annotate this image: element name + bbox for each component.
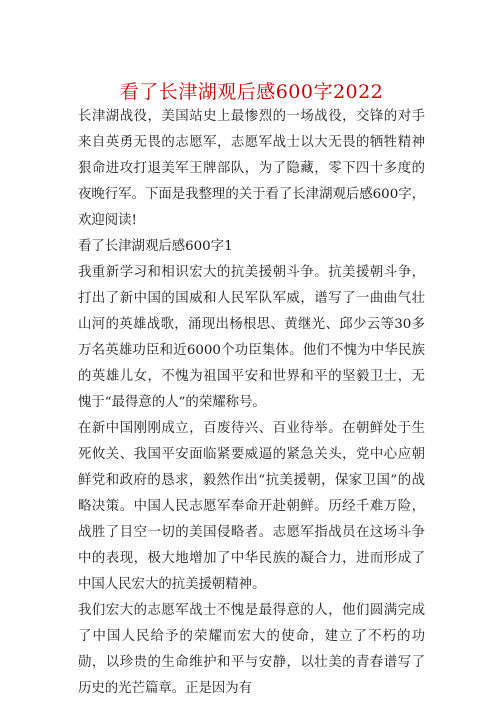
intro-paragraph: 长津湖战役，美国站史上最惨烈的一场战役，交锋的对手来自英勇无畏的志愿军，志愿军战士以大无畏的牺牲精神狠命进攻打退美军王牌部队，为了隐藏，零下四十多度的夜晚行军。下面是我整理的关于看了长津湖观后感600字，欢迎阅读! <box>78 109 425 228</box>
body-paragraph-3: 我们宏大的志愿军战士不愧是最得意的人，他们圆满完成了中国人民给予的荣耀而宏大的使命，建立了不朽的功勋，以珍贵的生命维护和平与安静，以壮美的青春谱写了历史的光芒篇章。正是因为有 <box>78 603 425 696</box>
document-title: 看了长津湖观后感600字2022 <box>119 81 384 103</box>
section-body <box>78 260 425 702</box>
body-paragraph-1: 我重新学习和相识宏大的抗美援朝斗争。抗美援朝斗争，打出了新中国的国威和人民军队军威，谱写了一曲曲气壮山河的英雄战歌，涌现出杨根思、黄继光、邱少云等30多万名英雄功臣和近6000个功臣集体。他们不愧为中华民族的英雄儿女，不愧为祖国平安和世界和平的坚毅卫士，无愧于“最得意的人”的荣耀称号。 <box>78 265 425 410</box>
section-title: 看了长津湖观后感600字1 <box>78 239 233 254</box>
body-paragraph-2: 在新中国刚刚成立，百废待兴、百业待举。在朝鲜处于生死攸关、我国平安面临紧要威逼的紧急关头，党中心应朝鲜党和政府的恳求，毅然作出“抗美援朝，保家卫国”的战略决策。中国人民志愿军奉命开赴朝鲜。历经千难万险，战胜了目空一切的美国侵略者。志愿军指战员在这场斗争中的表现，极大地增加了中华民族的凝合力，进而形成了中国人民宏大的抗美援朝精神。 <box>78 421 425 592</box>
